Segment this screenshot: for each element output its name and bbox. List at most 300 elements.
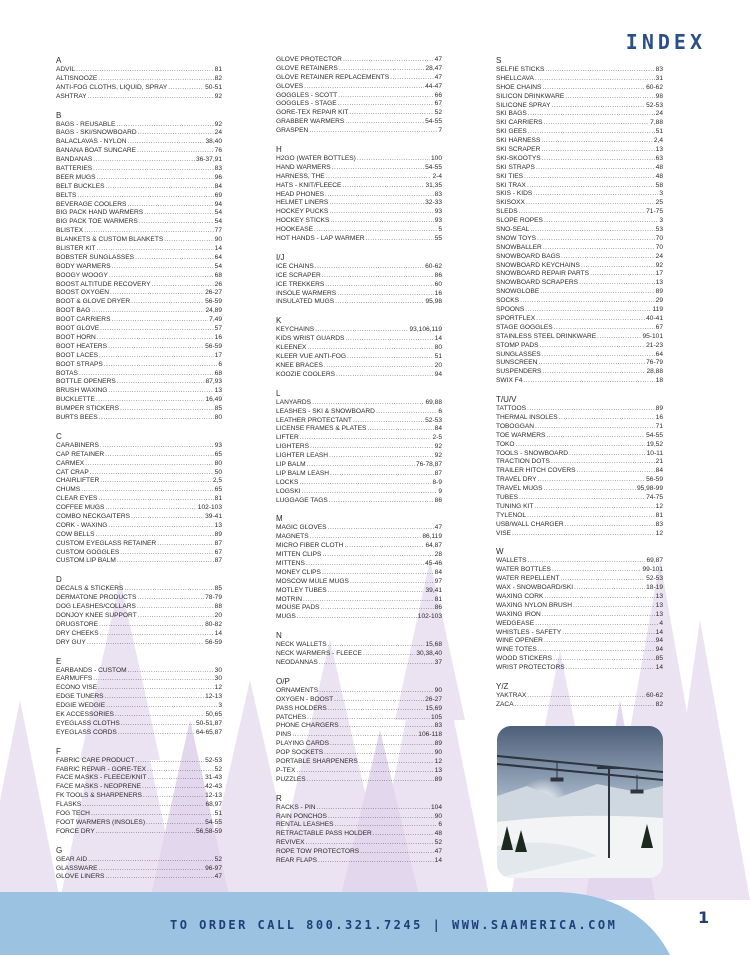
dot-leader (152, 281, 214, 290)
dot-leader (312, 399, 424, 408)
dot-leader (117, 557, 214, 566)
dot-leader (359, 758, 434, 767)
dot-leader (111, 316, 208, 325)
index-entry (276, 551, 442, 560)
index-entry (496, 182, 663, 191)
dot-leader (157, 540, 214, 549)
entry-name: SNOWGLOBE (496, 288, 540, 296)
entry-name: ECONO VISE (56, 684, 98, 692)
dot-leader (338, 92, 433, 101)
entry-name: BEER MUGS (56, 173, 96, 181)
entry-page: 21 (655, 458, 663, 466)
index-entry (496, 226, 663, 235)
dot-leader (97, 334, 214, 343)
index-entry (56, 66, 222, 75)
entry-name: PUZZLES (276, 775, 306, 783)
entry-page: 13 (655, 146, 663, 154)
entry-name: EYEGLASS CLOTHS (56, 719, 120, 727)
entry-page: 66 (434, 91, 442, 99)
entry-page: 64 (655, 350, 663, 358)
index-entry (496, 629, 663, 638)
entry-page: 4 (659, 619, 663, 627)
index-entry (56, 387, 222, 396)
entry-name: SKI TIES (496, 172, 523, 180)
dot-leader (544, 637, 655, 646)
entry-name: EK ACCESSORIES (56, 711, 114, 718)
entry-page: 47 (434, 848, 442, 856)
entry-name: SILICONE SPRAY (496, 101, 551, 109)
index-entry (56, 693, 222, 702)
dot-leader (536, 315, 645, 324)
index-entry (276, 217, 442, 226)
entry-name: BELT BUCKLES (56, 182, 105, 190)
entry-name: BUCKLETTE (56, 396, 95, 404)
index-section (56, 432, 222, 566)
dot-leader (332, 164, 424, 173)
dot-leader (110, 289, 204, 298)
entry-page: 83 (434, 190, 442, 198)
entry-page: 2,4 (653, 137, 663, 145)
entry-name: WAXING NYLON BRUSH (496, 601, 572, 609)
entry-name: TUNING KIT (496, 502, 534, 510)
dot-leader (116, 121, 213, 130)
index-entry (496, 288, 663, 297)
index-entry (56, 504, 222, 513)
entry-name: DECALS & STICKERS (56, 585, 124, 593)
index-entry (56, 414, 222, 423)
dot-leader (540, 342, 646, 351)
entry-name: BOOT GLOVE (56, 325, 100, 333)
entry-page: 64-65,87 (195, 728, 222, 736)
index-entry (56, 378, 222, 387)
entry-name: DOG LEASHES/COLLARS (56, 603, 136, 611)
dot-leader (317, 804, 430, 813)
index-entry (56, 612, 222, 621)
dot-leader (544, 217, 658, 226)
index-section (56, 56, 222, 102)
section-letter: H (276, 145, 282, 155)
entry-page: 6 (438, 407, 442, 415)
dot-leader (100, 630, 214, 639)
entry-page: 65 (214, 450, 222, 458)
entry-page: 26 (214, 280, 222, 288)
index-entry (276, 821, 442, 830)
entry-name: MAGIC GLOVES (276, 524, 327, 532)
entry-page: 82 (214, 74, 222, 82)
dot-leader (538, 646, 655, 655)
index-section (276, 253, 442, 307)
entry-page: 95-101 (642, 332, 663, 340)
dot-leader (390, 74, 434, 83)
index-entry (56, 684, 222, 693)
entry-page: 89 (434, 740, 442, 748)
entry-page: 25 (655, 199, 663, 207)
index-entry (496, 217, 663, 226)
dot-leader (85, 460, 213, 469)
entry-page: 13 (655, 610, 663, 618)
entry-name: MICRO FIBER CLOTH (276, 542, 344, 550)
dot-leader (519, 494, 645, 503)
entry-name: SILICON DRINKWARE (496, 92, 565, 100)
entry-page: 76-78,87 (415, 460, 442, 468)
entry-name: EARMUFFS (56, 675, 93, 683)
entry-name: WHISTLES - SAFETY (496, 628, 562, 636)
dot-leader (142, 783, 204, 792)
entry-page: 68 (214, 271, 222, 279)
entry-name: SHELLCAVA (496, 74, 534, 82)
index-entry (56, 729, 222, 738)
entry-name: SNOWBOARD REPAIR PARTS (496, 270, 590, 278)
index-entry (276, 353, 442, 362)
index-entry (496, 102, 663, 111)
index-section (56, 846, 222, 883)
entry-page: 13 (214, 387, 222, 395)
entry-name: BLISTEX (56, 227, 84, 235)
index-column-1 (56, 56, 222, 891)
index-entry (56, 325, 222, 334)
index-entry (56, 711, 222, 720)
entry-page: 94 (214, 200, 222, 208)
entry-page: 76-79 (646, 359, 663, 367)
entry-name: H2GO (WATER BOTTLES) (276, 155, 356, 163)
entry-page: 17 (655, 270, 663, 278)
page-number: 1 (698, 908, 710, 927)
entry-page: 86,119 (422, 533, 442, 541)
entry-page: 93 (434, 208, 442, 216)
dot-leader (326, 173, 432, 182)
dot-leader (541, 137, 652, 146)
entry-name: COFFEE MUGS (56, 504, 105, 512)
dot-leader (322, 551, 433, 560)
entry-page: 80-82 (205, 620, 222, 628)
entry-page: 16 (655, 413, 663, 421)
entry-page: 87 (434, 469, 442, 477)
index-entry (276, 461, 442, 470)
index-entry (276, 281, 442, 290)
index-entry (276, 56, 442, 65)
entry-page: 106-118 (418, 731, 442, 739)
dot-leader (135, 254, 214, 263)
entry-name: SLEDS (496, 208, 518, 216)
dot-leader (322, 569, 434, 578)
entry-name: WEDGEASE (496, 619, 535, 627)
entry-page: 81 (434, 595, 442, 603)
index-entry (496, 342, 663, 351)
index-entry (496, 137, 663, 146)
entry-name: REVIVEX (276, 839, 305, 847)
index-entry (276, 857, 442, 866)
entry-name: FABRIC REPAIR - GORE-TEX (56, 765, 147, 773)
index-entry (276, 722, 442, 731)
entry-page: 74-75 (646, 493, 663, 501)
entry-name: TRAVEL MUGS (496, 485, 543, 493)
entry-name: NECK WALLETS (276, 641, 327, 649)
dot-leader (546, 432, 645, 441)
entry-name: MUGS (276, 613, 296, 621)
index-entry (56, 236, 222, 245)
entry-name: PLAYING CARDS (276, 740, 330, 748)
dot-leader (292, 731, 417, 740)
index-entry (496, 306, 663, 315)
index-entry (496, 164, 663, 173)
index-section (56, 575, 222, 647)
entry-name: WATER BOTTLES (496, 566, 551, 574)
index-entry (276, 488, 442, 497)
entry-name: LEATHER PROTECTANT (276, 416, 352, 424)
dot-leader (552, 566, 642, 575)
entry-name: SELFIE STICKS (496, 66, 545, 73)
entry-name: FK TOOLS & SHARPENERS (56, 792, 142, 800)
dot-leader (106, 702, 217, 711)
entry-name: GLOVE LINERS (56, 873, 105, 881)
entry-name: BOOST ALTITUDE RECOVERY (56, 280, 151, 288)
entry-name: LANYARDS (276, 398, 312, 406)
index-section (276, 145, 442, 244)
index-section (496, 56, 663, 386)
dot-leader (82, 801, 204, 810)
entry-page: 48 (434, 830, 442, 838)
dot-leader (124, 585, 213, 594)
dot-leader (105, 693, 205, 702)
dot-leader (328, 587, 425, 596)
entry-page: 20 (434, 361, 442, 369)
entry-name: CAT CRAP (56, 468, 89, 476)
entry-page: 40-41 (646, 314, 663, 322)
index-entry (496, 611, 663, 620)
entry-name: BRUSH WAXING (56, 387, 108, 395)
dot-leader (553, 655, 655, 664)
entry-page: 26-27 (205, 289, 222, 297)
dot-leader (328, 813, 434, 822)
index-entry (56, 557, 222, 566)
index-entry (276, 533, 442, 542)
entry-name: ASHTRAY (56, 92, 87, 100)
dot-leader (307, 714, 430, 723)
entry-name: PASS HOLDERS (276, 704, 327, 712)
dot-leader (299, 479, 431, 488)
index-entry (276, 235, 442, 244)
index-entry (56, 774, 222, 783)
entry-page: 54-55 (425, 118, 442, 126)
dot-leader (350, 578, 434, 587)
section-letter: O/P (276, 676, 290, 686)
entry-page: 83 (434, 722, 442, 730)
entry-name: BAGS - REUSABLE (56, 120, 116, 128)
index-entry (276, 740, 442, 749)
entry-page: 56-59 (205, 298, 222, 306)
entry-name: LIGHTER LEASH (276, 452, 329, 460)
entry-page: 81 (214, 495, 222, 503)
dot-leader (527, 405, 655, 414)
entry-name: SKI BAGS (496, 110, 527, 118)
dot-leader (328, 524, 434, 533)
dot-leader (530, 226, 654, 235)
index-entry (496, 701, 663, 710)
entry-name: SOCKS (496, 297, 520, 305)
dot-leader (121, 720, 195, 729)
entry-name: ICE TREKKERS (276, 280, 325, 288)
entry-page: 52-53 (425, 416, 442, 424)
entry-page: 119 (652, 306, 663, 314)
dot-leader (300, 434, 432, 443)
dot-leader (528, 128, 655, 137)
dot-leader (344, 542, 424, 551)
index-entry (496, 368, 663, 377)
dot-leader (98, 684, 214, 693)
entry-page: 12 (214, 684, 222, 692)
entry-page: 3 (659, 217, 663, 225)
index-entry (276, 758, 442, 767)
dot-leader (535, 620, 658, 629)
dot-leader (297, 613, 417, 622)
dot-leader (343, 56, 434, 65)
entry-page: 52 (214, 855, 222, 863)
entry-name: EARBANDS - CUSTOM (56, 666, 127, 674)
index-entry (56, 343, 222, 352)
entry-page: 19,52 (646, 440, 663, 448)
section-letter: F (56, 746, 61, 756)
entry-page: 36-37,91 (195, 156, 222, 164)
entry-name: TUBES (496, 493, 518, 501)
index-entry (56, 783, 222, 792)
index-entry (56, 522, 222, 531)
index-entry (276, 109, 442, 118)
dot-leader (527, 692, 645, 701)
entry-page: 54 (214, 209, 222, 217)
entry-page: 58 (655, 181, 663, 189)
dot-leader (319, 687, 434, 696)
index-entry (276, 452, 442, 461)
index-entry (496, 155, 663, 164)
dot-leader (137, 603, 214, 612)
index-entry (496, 190, 663, 199)
dot-leader (315, 326, 408, 335)
dot-leader (526, 199, 655, 208)
entry-name: GLOVE RETAINER REPLACEMENTS (276, 73, 390, 81)
entry-page: 13 (655, 592, 663, 600)
dot-leader (542, 368, 645, 377)
dot-leader (146, 819, 204, 828)
index-entry (276, 173, 442, 182)
entry-name: SKI GEES (496, 128, 527, 136)
index-entry (56, 531, 222, 540)
index-entry (56, 138, 222, 147)
entry-page: 69,88 (425, 398, 442, 406)
dot-leader (95, 531, 213, 540)
entry-page: 85 (214, 405, 222, 413)
entry-page: 80 (214, 413, 222, 421)
index-entry (56, 245, 222, 254)
index-entry (56, 460, 222, 469)
entry-name: SLOPE ROPES (496, 217, 543, 225)
entry-name: GLOVES (276, 82, 304, 90)
index-entry (496, 512, 663, 521)
entry-page: 56-59 (205, 638, 222, 646)
index-entry (56, 828, 222, 837)
index-entry (56, 766, 222, 775)
index-entry (496, 199, 663, 208)
entry-page: 90 (434, 749, 442, 757)
entry-name: ICE SCRAPER (276, 271, 321, 279)
dot-leader (330, 740, 434, 749)
entry-page: 30 (214, 675, 222, 683)
index-entry (496, 458, 663, 467)
entry-page: 94 (655, 646, 663, 654)
index-entry (276, 118, 442, 127)
entry-page: 52-53 (205, 756, 222, 764)
entry-name: FACE MASKS - FLEECE/KNIT (56, 774, 147, 782)
dot-leader (135, 757, 204, 766)
entry-name: HAND WARMERS (276, 163, 331, 171)
dot-leader (81, 486, 213, 495)
entry-name: DONJOY KNEE SUPPORT (56, 611, 137, 619)
dot-leader (99, 621, 204, 630)
entry-page: 31-43 (205, 774, 222, 782)
index-entry (496, 584, 663, 593)
dot-leader (138, 612, 214, 621)
entry-name: BAGS - SKI/SNOWBOARD (56, 129, 137, 137)
entry-page: 45-46 (425, 559, 442, 567)
entry-name: GRASPEN (276, 127, 309, 135)
section-letter: N (276, 631, 282, 641)
index-entry (496, 646, 663, 655)
entry-name: BOOT LACES (56, 351, 99, 359)
dot-leader (120, 549, 213, 558)
index-section (276, 631, 442, 668)
index-entry (496, 593, 663, 602)
entry-name: SWIX F4 (496, 377, 523, 385)
entry-name: WAX - SNOWBOARD/SKI (496, 584, 574, 592)
entry-page: 30 (214, 666, 222, 674)
dot-leader (360, 848, 433, 857)
dot-leader (106, 183, 214, 192)
entry-page: 13 (214, 521, 222, 529)
index-entry (496, 664, 663, 673)
entry-page: 47 (434, 524, 442, 532)
section-letter: A (56, 56, 62, 65)
index-entry (496, 494, 663, 503)
index-entry (276, 164, 442, 173)
entry-page: 12 (434, 758, 442, 765)
index-entry (56, 549, 222, 558)
index-entry (496, 423, 663, 432)
entry-name: SKI TRAX (496, 181, 526, 189)
dot-leader (544, 119, 650, 128)
entry-page: 94 (434, 370, 442, 378)
index-section (56, 657, 222, 738)
index-column-3 (496, 56, 663, 719)
dot-leader (330, 217, 433, 226)
dot-leader (98, 75, 213, 84)
entry-page: 52 (214, 765, 222, 773)
entry-page: 16 (434, 289, 442, 297)
dot-leader (565, 93, 654, 102)
dot-leader (139, 218, 214, 227)
section-letter: L (276, 388, 281, 398)
entry-page: 90 (214, 236, 222, 244)
entry-name: SNOWBOARD BAGS (496, 252, 561, 260)
dot-leader (143, 792, 204, 801)
index-entry (496, 66, 663, 75)
index-entry (496, 450, 663, 459)
index-entry (276, 848, 442, 857)
dot-leader (542, 155, 655, 164)
entry-page: 12 (655, 502, 663, 510)
entry-page: 60 (434, 280, 442, 288)
entry-name: BLANKETS & CUSTOM BLANKETS (56, 236, 164, 244)
section-letter: S (496, 56, 502, 65)
entry-name: BOOT & GLOVE DRYER (56, 298, 131, 306)
